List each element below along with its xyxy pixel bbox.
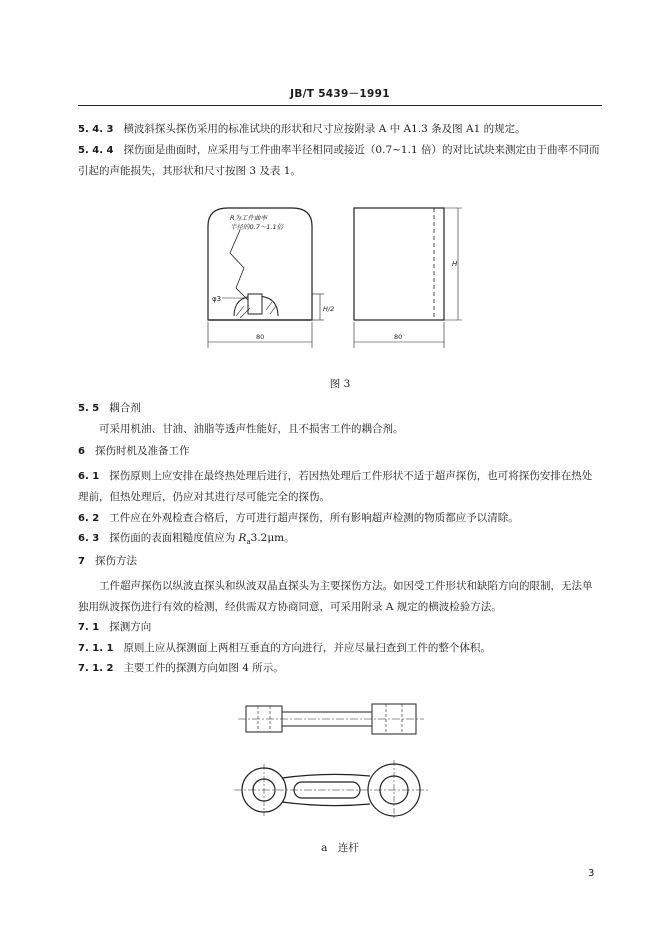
annotation-line-1: R为工件曲率 — [230, 214, 268, 222]
clause-text: 原则上应从探测面上两相互垂直的方向进行，并应尽量扫查到工件的整个体积。 — [123, 642, 491, 654]
header-rule — [78, 105, 602, 106]
standard-header: JB/T 5439－1991 — [290, 88, 390, 100]
hole — [248, 294, 262, 314]
clause-6-1 — [78, 466, 602, 508]
clause-number: 5. 5 — [78, 403, 100, 414]
clause-title: 探测方向 — [109, 621, 152, 633]
clause-text: 横波斜探头探伤采用的标准试块的形状和尺寸应按附录 A 中 A1.3 条及图 A1 的规定。 — [123, 123, 526, 135]
leader-line — [230, 230, 252, 304]
clause-number: 7 — [78, 556, 85, 567]
figure-4a-caption: a 连杆 — [321, 842, 359, 854]
clause-text-after: 3.2μm。 — [250, 532, 295, 544]
clause-5-5-text: 可采用机油、甘油、油脂等透声性能好，且不损害工件的耦合剂。 — [99, 423, 404, 435]
clause-5-4-3 — [78, 119, 602, 140]
hole-label: φ3 — [212, 295, 222, 303]
width-label: 80 — [256, 333, 265, 341]
section-title: 探伤方法 — [94, 555, 137, 567]
clause-number: 7. 1 — [78, 622, 100, 633]
clause-number: 6 — [78, 446, 85, 457]
clause-number: 5. 4. 3 — [78, 124, 114, 135]
clause-number: 6. 3 — [78, 533, 100, 544]
clause-title: 耦合剂 — [109, 402, 141, 414]
clause-5-4-4 — [78, 140, 602, 182]
clause-6-2 — [78, 508, 602, 529]
figure-3-curved-block — [200, 198, 340, 358]
clause-text: 探伤面是曲面时，应采用与工件曲率半径相同或接近（0.7~1.1 倍）的对比试块来测定由于曲率不同而引起的声能损失，其形状和尺寸按图 3 及表 1。 — [78, 144, 600, 177]
height-label: H — [452, 260, 458, 268]
clause-number: 7. 1. 2 — [78, 663, 114, 674]
roughness-symbol: R — [238, 532, 247, 544]
clause-number: 6. 2 — [78, 513, 100, 524]
clause-number: 5. 4. 4 — [78, 145, 114, 156]
rod-front-view — [234, 760, 428, 820]
clause-text: 探伤原则上应安排在最终热处理后进行，若因热处理后工件形状不适于超声探伤，也可将探伤安排在热处理前，但热处理后，仍应对其进行尽可能完全的探伤。 — [78, 470, 593, 503]
clause-number: 6. 1 — [78, 471, 100, 482]
page-number: 3 — [588, 868, 595, 879]
clause-text: 工件应在外观检查合格后，方可进行超声探伤，所有影响超声检测的物质都应予以清除。 — [109, 512, 519, 524]
section-7-text: 工件超声探伤以纵波直探头和纵波双晶直探头为主要探伤方法。如因受工件形状和缺陷方向的限制，无法单独用纵波探伤进行有效的检测，经供需双方协商同意，可采用附录 A 规定的横波检验方法。 — [78, 580, 593, 613]
clause-text: 主要工件的探测方向如图 4 所示。 — [123, 662, 284, 674]
clause-7-1-heading — [78, 617, 602, 638]
clause-5-5-heading — [78, 398, 602, 419]
clause-text-before: 探伤面的表面粗糙度值应为 — [109, 532, 239, 544]
depth-label: H/2 — [323, 305, 335, 313]
clause-7-1-1 — [78, 638, 602, 659]
roughness-subscript: a — [246, 538, 251, 547]
rod-top-view — [238, 704, 424, 734]
section-6-heading — [78, 441, 602, 462]
figure-3-side-view — [348, 198, 478, 358]
section-title: 探伤时机及准备工作 — [94, 445, 190, 457]
annotation-line-2: 半径的0.7～1.1倍 — [230, 223, 284, 231]
section-7-heading — [78, 551, 602, 572]
side-outline — [354, 208, 444, 320]
figure-3-caption: 图 3 — [329, 378, 351, 390]
clause-7-1-2 — [78, 658, 602, 679]
clause-number: 7. 1. 1 — [78, 643, 114, 654]
figure-4-connecting-rod — [232, 694, 432, 834]
clause-6-3 — [78, 528, 602, 553]
width-label: 80 — [394, 333, 403, 341]
